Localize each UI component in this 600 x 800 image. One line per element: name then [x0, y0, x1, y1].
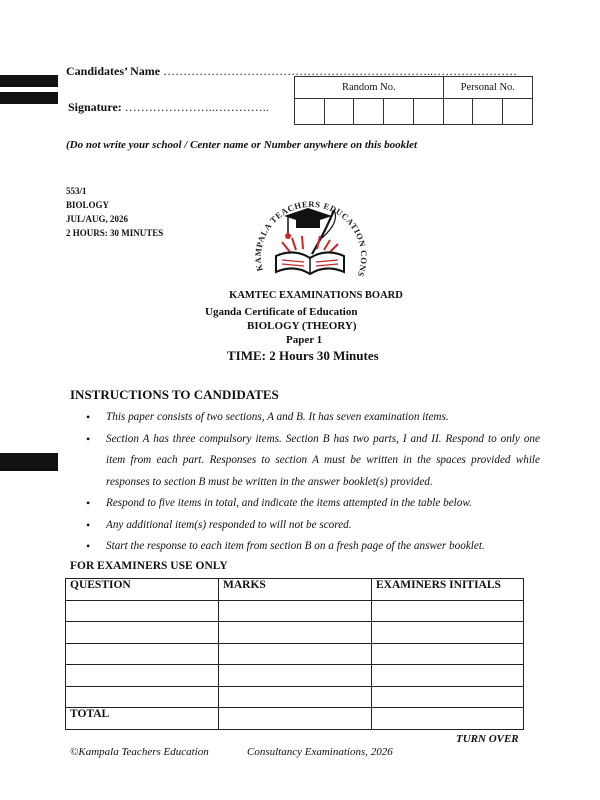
paper-code: 553/1: [66, 186, 87, 196]
marks-cell[interactable]: [219, 686, 372, 708]
random-no-box[interactable]: [295, 99, 325, 125]
question-cell[interactable]: [66, 600, 219, 622]
random-no-box[interactable]: [354, 99, 384, 125]
marks-cell[interactable]: [219, 600, 372, 622]
copyright-left: ©Kampala Teachers Education: [70, 746, 209, 758]
initials-cell[interactable]: [372, 686, 524, 708]
question-cell[interactable]: [66, 643, 219, 665]
column-header-question: QUESTION: [66, 579, 219, 601]
table-row: [66, 600, 524, 622]
instruction-item: • Respond to five items in total, and indicate the items attempted in the table below.: [86, 496, 472, 510]
certificate-title: Uganda Certificate of Education: [205, 306, 358, 318]
question-cell[interactable]: [66, 665, 219, 687]
instructions-list: [68, 407, 540, 558]
margin-bar-top-1: [0, 75, 58, 87]
table-header-row: [66, 579, 524, 601]
total-initials-cell[interactable]: [372, 708, 524, 730]
signature-label: Signature:: [68, 100, 122, 114]
random-no-label: Random No.: [295, 77, 444, 99]
paper-title: BIOLOGY (THEORY): [247, 320, 357, 332]
random-no-box[interactable]: [413, 99, 443, 125]
paper-date: JUL/AUG, 2026: [66, 214, 129, 224]
number-boxes: [294, 76, 533, 125]
personal-no-box[interactable]: [473, 99, 503, 125]
marks-cell[interactable]: [219, 665, 372, 687]
paper-number: Paper 1: [286, 334, 323, 346]
question-cell[interactable]: [66, 622, 219, 644]
time-allowed: TIME: 2 Hours 30 Minutes: [227, 348, 379, 363]
total-marks-cell[interactable]: [219, 708, 372, 730]
instruction-item: • Section A has three compulsory items. Section B has two parts, I and II. Respond to only one item from each part. Responses to section A must be written in the spaces provided while responses to section B must be written in the answer booklet(s) provided.: [86, 431, 540, 488]
total-row: [66, 708, 524, 730]
initials-cell[interactable]: [372, 665, 524, 687]
personal-no-label: Personal No.: [443, 77, 532, 99]
initials-cell[interactable]: [372, 600, 524, 622]
examiners-table: [65, 578, 524, 730]
initials-cell[interactable]: [372, 622, 524, 644]
initials-cell[interactable]: [372, 643, 524, 665]
question-cell[interactable]: [66, 686, 219, 708]
signature-line: [68, 100, 269, 115]
paper-meta: [66, 184, 163, 240]
turn-over: TURN OVER: [456, 733, 519, 745]
logo-board-name: KAMTEC EXAMINATIONS BOARD: [229, 290, 403, 301]
kamtec-logo: [246, 182, 376, 288]
logo-emblem-icon: [246, 182, 376, 288]
table-row: [66, 622, 524, 644]
candidate-name-label: Candidates’ Name: [66, 64, 161, 78]
column-header-initials: EXAMINERS INITIALS: [372, 579, 524, 601]
margin-bar-top-2: [0, 92, 58, 104]
marks-cell[interactable]: [219, 643, 372, 665]
instruction-item: • Start the response to each item from section B on a fresh page of the answer booklet.: [86, 539, 485, 553]
logo-arc-text: KAMPALA TEACHERS EDUCATION CONS: [252, 198, 370, 279]
instruction-item: • Any additional item(s) responded to will not be scored.: [86, 517, 352, 532]
examiners-heading: FOR EXAMINERS USE ONLY: [70, 560, 228, 572]
marks-cell[interactable]: [219, 622, 372, 644]
personal-no-box[interactable]: [443, 99, 473, 125]
column-header-marks: MARKS: [219, 579, 372, 601]
school-name-warning: (Do not write your school / Center name or Number anywhere on this booklet: [66, 139, 418, 151]
margin-bar-mid: [0, 453, 58, 471]
paper-duration: 2 HOURS: 30 MINUTES: [66, 228, 164, 238]
table-row: [66, 643, 524, 665]
table-row: [66, 665, 524, 687]
total-label: TOTAL: [66, 708, 219, 730]
table-row: [66, 686, 524, 708]
personal-no-box[interactable]: [503, 99, 533, 125]
instructions-heading: INSTRUCTIONS TO CANDIDATES: [70, 387, 279, 402]
copyright-right: Consultancy Examinations, 2026: [247, 746, 393, 758]
candidate-name-field[interactable]: …………………………………………………………..…………………: [163, 64, 518, 78]
instruction-item: • This paper consists of two sections, A and B. It has seven examination items.: [86, 410, 449, 424]
random-no-box[interactable]: [324, 99, 354, 125]
random-no-box[interactable]: [384, 99, 414, 125]
signature-field[interactable]: …………………..…………..: [124, 100, 269, 114]
paper-subject: BIOLOGY: [66, 200, 110, 210]
